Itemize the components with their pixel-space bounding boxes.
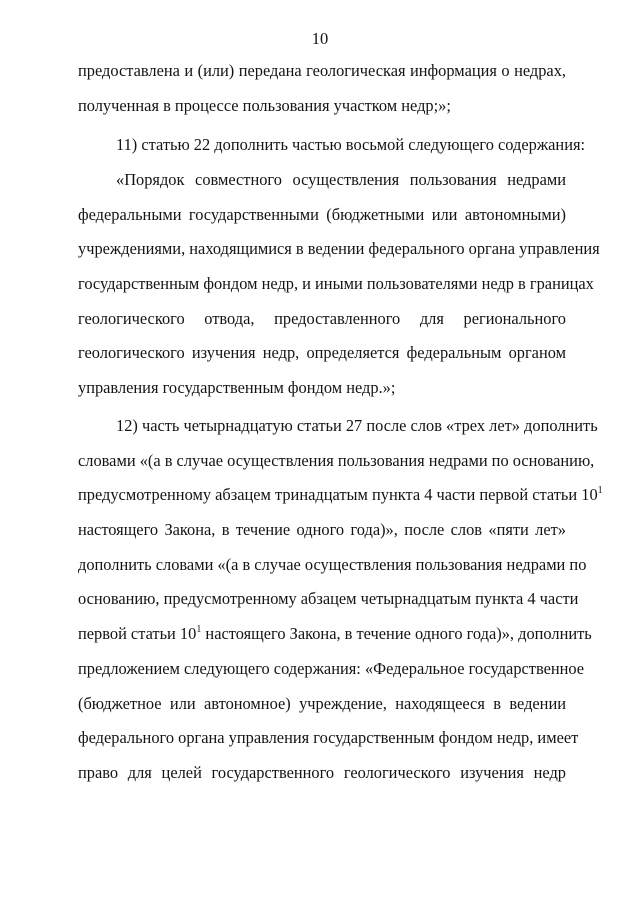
page-number: 10 bbox=[311, 29, 329, 48]
text-line: федеральными государственными (бюджетными или автономными) bbox=[78, 205, 566, 224]
text-line: предусмотренному абзацем тринадцатым пункта 4 части первой статьи $10^1$ bbox=[78, 485, 603, 504]
text-line: полученная в процессе пользования участком недр;»; bbox=[78, 96, 451, 115]
text-line: дополнить словами «(а в случае осуществления пользования недрами по bbox=[78, 555, 587, 574]
text-line: право для целей государственного геологического изучения недр bbox=[78, 763, 566, 782]
superscript: 1 bbox=[597, 485, 603, 496]
text-line: геологического отвода, предоставленного для регионального bbox=[78, 309, 566, 328]
text-line: основанию, предусмотренному абзацем четырнадцатым пункта 4 части bbox=[78, 589, 579, 608]
text-line: федерального органа управления государственным фондом недр, имеет bbox=[78, 728, 579, 747]
superscript: 1 bbox=[196, 624, 202, 635]
text-line: учреждениями, находящимися в ведении федерального органа управления bbox=[78, 239, 600, 258]
text-line: предоставлена и (или) передана геологическая информация о недрах, bbox=[78, 61, 566, 80]
text-line: «Порядок совместного осуществления пользования недрами bbox=[116, 170, 566, 189]
text-line: первой статьи $10^1$ настоящего Закона, в течение одного года)», дополнить bbox=[78, 624, 592, 643]
text-line: геологического изучения недр, определяется федеральным органом bbox=[78, 343, 566, 362]
text-line: 11) статью 22 дополнить частью восьмой следующего содержания: bbox=[116, 135, 586, 154]
text-line: (бюджетное или автономное) учреждение, находящееся в ведении bbox=[78, 694, 566, 713]
text-line: государственным фондом недр, и иными пользователями недр в границах bbox=[78, 274, 594, 293]
text-line: управления государственным фондом недр.»; bbox=[78, 378, 396, 397]
text-line: предложением следующего содержания: «Федеральное государственное bbox=[78, 659, 585, 678]
text-line: словами «(а в случае осуществления пользования недрами по основанию, bbox=[78, 451, 595, 470]
text-line: настоящего Закона, в течение одного года)», после слов «пяти лет» bbox=[78, 520, 566, 539]
text-line: 12) часть четырнадцатую статьи 27 после слов «трех лет» дополнить bbox=[116, 416, 598, 435]
